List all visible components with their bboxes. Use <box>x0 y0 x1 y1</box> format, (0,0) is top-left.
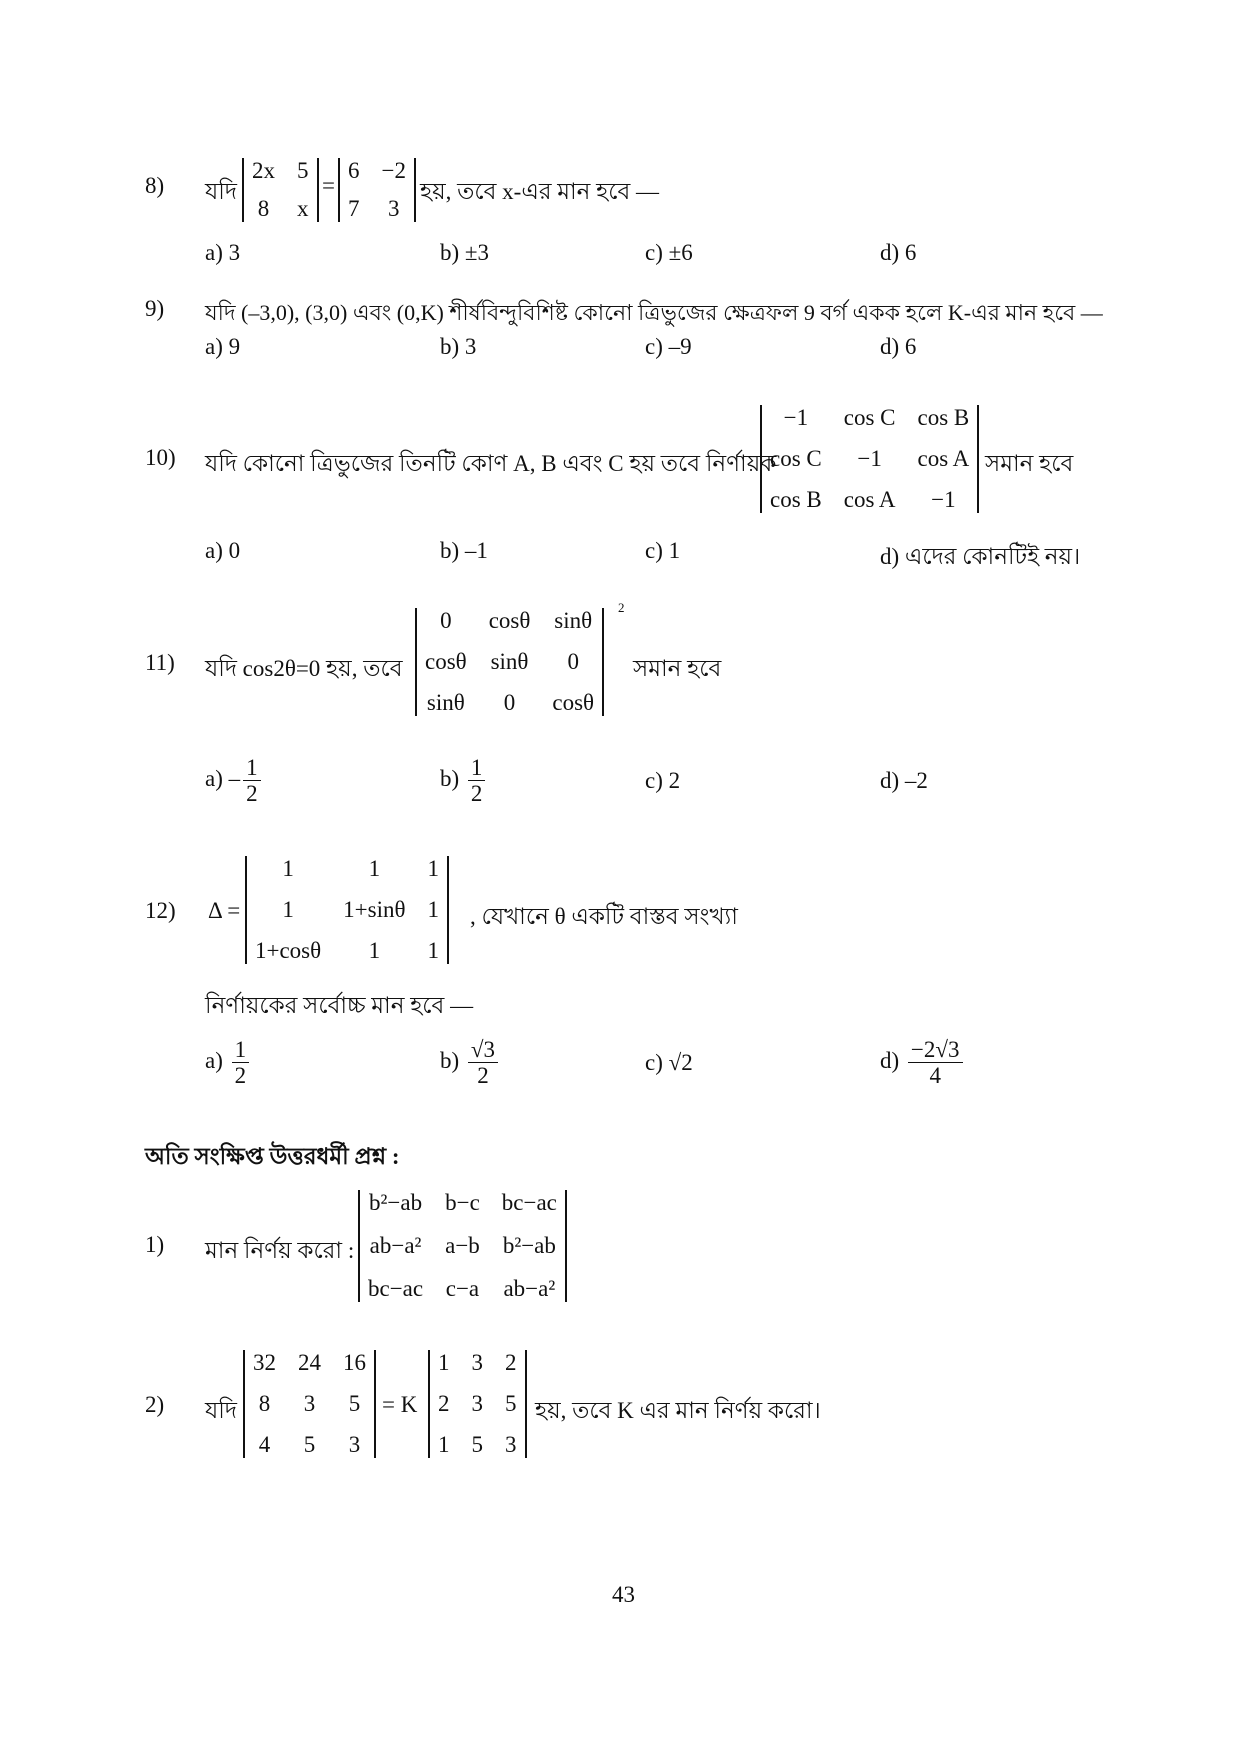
q8-det-a <box>242 158 319 222</box>
matrix-cell: −1 <box>931 487 956 512</box>
q12-opt-b: b) $\frac{√3}{2}$ <box>440 1037 501 1089</box>
matrix-cell: sinθ <box>490 649 529 674</box>
matrix-cell: 5 <box>303 1432 316 1457</box>
q10-opt-c: c) 1 <box>645 538 681 563</box>
matrix-cell: ab−a² <box>503 1276 556 1301</box>
matrix-cell: sinθ <box>554 608 593 633</box>
matrix-cell: cos C <box>770 446 822 471</box>
matrix-cell: cos B <box>770 487 822 512</box>
q10-post: সমান হবে <box>985 451 1074 476</box>
q9-opt-c: c) –9 <box>645 334 692 359</box>
matrix-cell: −2 <box>381 158 406 183</box>
matrix-cell: b²−ab <box>502 1233 556 1258</box>
matrix-cell: ab−a² <box>369 1233 422 1258</box>
q12-det <box>245 856 449 964</box>
matrix-cell: cos A <box>917 446 970 471</box>
matrix-cell: 3 <box>471 1391 483 1416</box>
matrix-cell: cos A <box>843 487 896 512</box>
q9-opt-d: d) 6 <box>880 334 917 359</box>
s1-number: 1) <box>145 1232 165 1257</box>
q11-post: সমান হবে <box>633 656 722 681</box>
matrix-cell: 1 <box>427 938 439 963</box>
matrix-cell: 1 <box>427 856 439 881</box>
s2-eq: = K <box>382 1392 418 1417</box>
matrix-cell: 2x <box>252 158 275 183</box>
s2-det-b <box>428 1350 527 1458</box>
q9-opt-b: b) 3 <box>440 334 477 359</box>
q8-number: 8) <box>145 173 165 198</box>
matrix-cell: 3 <box>505 1432 517 1457</box>
q12-opt-d: d) $\frac{-2√3}{4}$ <box>880 1037 966 1089</box>
matrix-cell: 8 <box>258 1391 271 1416</box>
matrix-cell: 3 <box>348 1432 361 1457</box>
q10-det <box>760 405 979 513</box>
matrix-cell: 1 <box>368 856 381 881</box>
q10-pre: যদি কোনো ত্রিভুজের তিনটি কোণ A, B এবং C হয় তবে নির্ণায়ক <box>205 451 777 476</box>
matrix-cell: c−a <box>445 1276 480 1301</box>
q8-opt-b: b) ±3 <box>440 240 490 265</box>
q8-det-b <box>338 158 416 222</box>
s2-pre: যদি <box>205 1398 237 1423</box>
q9-number: 9) <box>145 296 165 321</box>
matrix-cell: 0 <box>503 690 516 715</box>
q11-power: 2 <box>618 600 625 615</box>
matrix-cell: 3 <box>471 1350 483 1375</box>
s1-pre: মান নির্ণয় করো : <box>205 1238 355 1263</box>
matrix-cell: 5 <box>348 1391 361 1416</box>
matrix-cell: 1 <box>368 938 381 963</box>
q8-eq: = <box>322 173 335 198</box>
matrix-cell: 1 <box>282 856 294 881</box>
matrix-cell: 5 <box>471 1432 483 1457</box>
q8-opt-a: a) 3 <box>205 240 241 265</box>
q8-opt-d: d) 6 <box>880 240 917 265</box>
matrix-cell: bc−ac <box>501 1190 557 1215</box>
q11-det <box>415 608 604 716</box>
q11-opt-a: a) – $\frac{1}{2}$ <box>205 755 264 807</box>
q12-opt-a: a) $\frac{1}{2}$ <box>205 1037 252 1089</box>
section-heading: অতি সংক্ষিপ্ত উত্তরধর্মী প্রশ্ন : <box>145 1144 400 1169</box>
matrix-cell: 1 <box>427 897 439 922</box>
q9-opt-a: a) 9 <box>205 334 241 359</box>
matrix-cell: 3 <box>303 1391 316 1416</box>
q10-opt-b: b) –1 <box>440 538 488 563</box>
matrix-cell: 7 <box>348 196 360 221</box>
matrix-cell: 16 <box>343 1350 366 1375</box>
q10-opt-d: d) এদের কোনটিই নয়। <box>880 544 1081 569</box>
s2-number: 2) <box>145 1392 165 1417</box>
matrix-cell: 32 <box>253 1350 276 1375</box>
q11-pre: যদি cos2θ=0 হয়, তবে <box>205 656 403 681</box>
q12-number: 12) <box>145 898 176 923</box>
page-number: 43 <box>612 1582 635 1607</box>
q11-opt-b: b) $\frac{1}{2}$ <box>440 755 488 807</box>
q8-pre: যদি <box>205 179 237 204</box>
q8-opt-c: c) ±6 <box>645 240 693 265</box>
q12-opt-c: c) √2 <box>645 1050 693 1075</box>
q11-opt-d: d) –2 <box>880 768 928 793</box>
q11-number: 11) <box>145 650 175 675</box>
matrix-cell: −1 <box>857 446 882 471</box>
q12-pre: Δ = <box>208 898 241 923</box>
matrix-cell: 2 <box>438 1391 450 1416</box>
matrix-cell: 8 <box>257 196 270 221</box>
matrix-cell: cosθ <box>488 608 531 633</box>
matrix-cell: a−b <box>445 1233 480 1258</box>
q12-post: , যেখানে θ একটি বাস্তব সংখ্যা <box>470 904 738 929</box>
matrix-cell: 4 <box>258 1432 271 1457</box>
s1-det <box>358 1190 567 1302</box>
matrix-cell: bc−ac <box>368 1276 424 1301</box>
q8-post: হয়, তবে x-এর মান হবে — <box>420 179 660 204</box>
s2-post: হয়, তবে K এর মান নির্ণয় করো। <box>535 1398 821 1423</box>
matrix-cell: cos C <box>843 405 896 430</box>
q11-opt-c: c) 2 <box>645 768 681 793</box>
s2-det-a <box>243 1350 376 1458</box>
q9-text: যদি (–3,0), (3,0) এবং (0,K) শীর্ষবিন্দুবিশিষ্ট কোনো ত্রিভুজের ক্ষেত্রফল 9 বর্গ একক হলে K-এর মান হবে — <box>205 300 1103 325</box>
matrix-cell: 2 <box>505 1350 517 1375</box>
matrix-cell: 3 <box>387 196 400 221</box>
matrix-cell: 24 <box>298 1350 321 1375</box>
matrix-cell: cos B <box>917 405 970 430</box>
q12-line2: নির্ণায়কের সর্বোচ্চ মান হবে — <box>205 993 474 1018</box>
matrix-cell: 5 <box>297 158 309 183</box>
matrix-cell: 1 <box>438 1350 450 1375</box>
matrix-cell: 1 <box>282 897 294 922</box>
matrix-cell: 6 <box>348 158 360 183</box>
matrix-cell: 1 <box>438 1432 450 1457</box>
q10-number: 10) <box>145 445 176 470</box>
matrix-cell: sinθ <box>426 690 465 715</box>
matrix-cell: x <box>297 196 309 221</box>
matrix-cell: cosθ <box>425 649 467 674</box>
matrix-cell: 1+sinθ <box>343 897 406 922</box>
q10-opt-a: a) 0 <box>205 538 241 563</box>
matrix-cell: b²−ab <box>369 1190 423 1215</box>
matrix-cell: 1+cosθ <box>255 938 322 963</box>
matrix-cell: 0 <box>567 649 579 674</box>
matrix-cell: −1 <box>783 405 809 430</box>
matrix-cell: cosθ <box>552 690 595 715</box>
matrix-cell: 5 <box>505 1391 517 1416</box>
matrix-cell: 0 <box>440 608 452 633</box>
matrix-cell: b−c <box>445 1190 480 1215</box>
